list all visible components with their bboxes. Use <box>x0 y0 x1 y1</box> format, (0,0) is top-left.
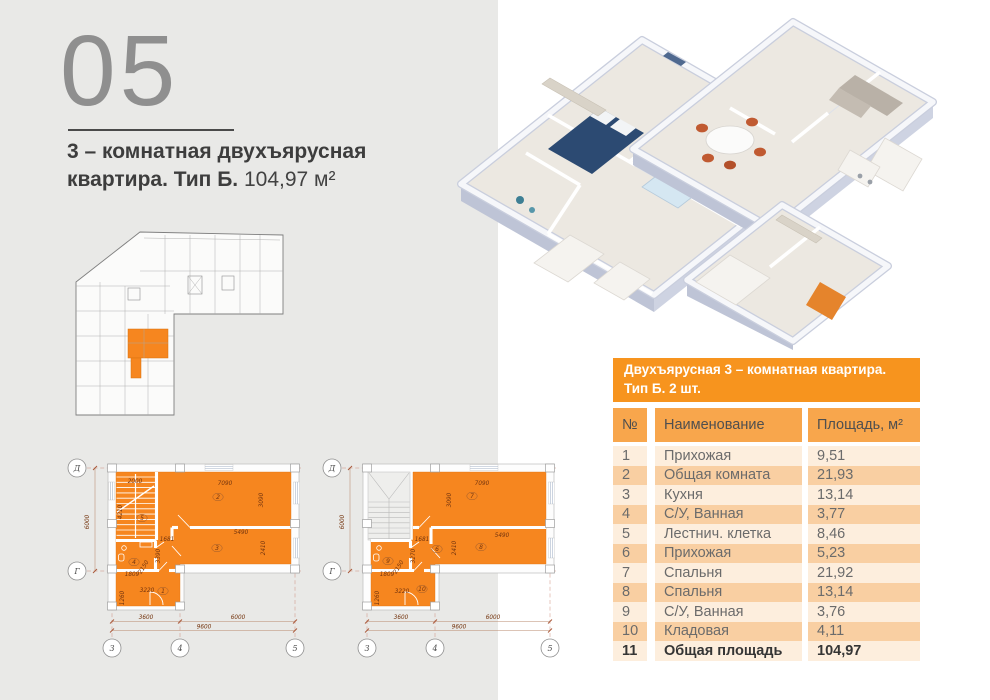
svg-text:3390: 3390 <box>156 548 162 564</box>
table-cell-number: 2 <box>613 466 647 486</box>
svg-text:1809: 1809 <box>124 572 140 578</box>
svg-text:3090: 3090 <box>259 492 265 508</box>
svg-text:2410: 2410 <box>452 540 458 556</box>
svg-text:Г: Г <box>74 566 80 576</box>
table-cell-number: 3 <box>613 485 647 505</box>
title-divider <box>68 129 234 131</box>
table-cell-area: 3,76 <box>808 602 920 622</box>
table-cell-area: 3,77 <box>808 505 920 525</box>
table-cell-number: 8 <box>613 583 647 603</box>
table-cell-number: 11 <box>613 641 647 661</box>
column-header-name: Наименование <box>655 408 802 442</box>
table-cell-area: 13,14 <box>808 485 920 505</box>
table-row <box>613 641 920 661</box>
building-key-plan <box>70 226 305 431</box>
title-area: 104,97 м² <box>243 167 336 191</box>
svg-text:7090: 7090 <box>474 481 490 487</box>
table-cell-area: 13,14 <box>808 583 920 603</box>
table-cell-name: Прихожая <box>655 446 802 466</box>
floor-plan-level1 <box>55 452 310 700</box>
svg-text:7: 7 <box>470 493 474 500</box>
svg-text:6000: 6000 <box>340 514 346 530</box>
svg-text:2: 2 <box>216 494 220 501</box>
svg-text:4: 4 <box>432 643 438 653</box>
table-cell-area: 9,51 <box>808 446 920 466</box>
svg-text:6000: 6000 <box>85 514 91 530</box>
svg-text:1: 1 <box>161 588 165 595</box>
svg-text:1260: 1260 <box>120 590 126 606</box>
table-body <box>613 446 920 661</box>
highlighted-unit <box>128 329 168 358</box>
page-title <box>67 138 366 193</box>
svg-text:3270: 3270 <box>411 548 417 564</box>
svg-text:2000: 2000 <box>127 479 143 485</box>
table-cell-number: 9 <box>613 602 647 622</box>
area-table <box>613 358 920 661</box>
table-cell-name: Прихожая <box>655 544 802 564</box>
svg-text:1681: 1681 <box>414 537 430 543</box>
svg-text:5: 5 <box>140 515 144 522</box>
column-header-number: № <box>613 408 647 442</box>
svg-text:3090: 3090 <box>447 492 453 508</box>
title-line2: квартира. Тип Б. <box>67 167 239 191</box>
apartment-3d-render <box>430 0 990 350</box>
table-cell-name: Спальня <box>655 583 802 603</box>
svg-text:6: 6 <box>435 546 439 553</box>
svg-text:1681: 1681 <box>159 537 175 543</box>
table-row <box>613 602 920 622</box>
table-cell-name: Общая площадь <box>655 641 802 661</box>
floor-plan-level2 <box>310 452 565 700</box>
svg-text:7090: 7090 <box>217 481 233 487</box>
table-row <box>613 466 920 486</box>
svg-text:Д: Д <box>73 463 81 473</box>
table-cell-name: Общая комната <box>655 466 802 486</box>
table-cell-area: 8,46 <box>808 524 920 544</box>
table-cell-area: 104,97 <box>808 641 920 661</box>
svg-text:5: 5 <box>292 643 298 653</box>
svg-text:Г: Г <box>329 566 335 576</box>
svg-text:1260: 1260 <box>375 590 381 606</box>
svg-text:10: 10 <box>418 586 426 593</box>
svg-text:9: 9 <box>386 558 390 565</box>
banner-line1: Двухъярусная 3 – комнатная квартира. <box>624 362 887 377</box>
table-banner <box>613 358 920 402</box>
table-row <box>613 446 920 466</box>
table-cell-name: Кухня <box>655 485 802 505</box>
table-cell-area: 4,11 <box>808 622 920 642</box>
svg-text:6000: 6000 <box>485 615 501 621</box>
table-row <box>613 622 920 642</box>
svg-text:5490: 5490 <box>233 530 249 536</box>
table-cell-area: 21,93 <box>808 466 920 486</box>
svg-text:Д: Д <box>328 463 336 473</box>
svg-text:2410: 2410 <box>261 540 267 556</box>
svg-text:6000: 6000 <box>230 615 246 621</box>
svg-text:4: 4 <box>177 643 183 653</box>
apartment-number: 05 <box>60 15 180 127</box>
table-cell-number: 5 <box>613 524 647 544</box>
table-cell-number: 4 <box>613 505 647 525</box>
table-cell-name: Спальня <box>655 563 802 583</box>
table-cell-area: 21,92 <box>808 563 920 583</box>
table-row <box>613 583 920 603</box>
svg-text:8: 8 <box>479 544 483 551</box>
svg-text:5490: 5490 <box>494 533 510 539</box>
table-row <box>613 524 920 544</box>
table-cell-name: С/У, Ванная <box>655 505 802 525</box>
table-row <box>613 505 920 525</box>
banner-line2: Тип Б. 2 шт. <box>624 380 701 396</box>
svg-text:2150: 2150 <box>137 559 151 576</box>
table-cell-name: Кладовая <box>655 622 802 642</box>
column-header-area: Площадь, м² <box>808 408 920 442</box>
table-row <box>613 563 920 583</box>
table-cell-name: С/У, Ванная <box>655 602 802 622</box>
table-cell-number: 10 <box>613 622 647 642</box>
table-header-row <box>613 408 920 442</box>
svg-text:9600: 9600 <box>451 624 467 631</box>
svg-text:3220: 3220 <box>394 589 410 595</box>
svg-text:3: 3 <box>215 545 219 552</box>
title-line1: 3 – комнатная двухъярусная <box>67 140 367 163</box>
svg-text:5: 5 <box>547 643 553 653</box>
svg-text:3220: 3220 <box>139 588 155 594</box>
table-row <box>613 544 920 564</box>
svg-text:4: 4 <box>132 559 136 566</box>
svg-text:3: 3 <box>364 643 370 653</box>
svg-text:3600: 3600 <box>393 615 409 621</box>
svg-text:3: 3 <box>109 643 115 653</box>
table-row <box>613 485 920 505</box>
svg-text:2150: 2150 <box>392 559 406 576</box>
table-cell-number: 6 <box>613 544 647 564</box>
svg-text:9600: 9600 <box>196 624 212 631</box>
svg-text:4210: 4210 <box>118 504 124 520</box>
svg-text:1809: 1809 <box>379 572 395 578</box>
table-cell-number: 7 <box>613 563 647 583</box>
table-cell-number: 1 <box>613 446 647 466</box>
table-cell-area: 5,23 <box>808 544 920 564</box>
svg-text:3600: 3600 <box>138 615 154 621</box>
table-cell-name: Лестнич. клетка <box>655 524 802 544</box>
